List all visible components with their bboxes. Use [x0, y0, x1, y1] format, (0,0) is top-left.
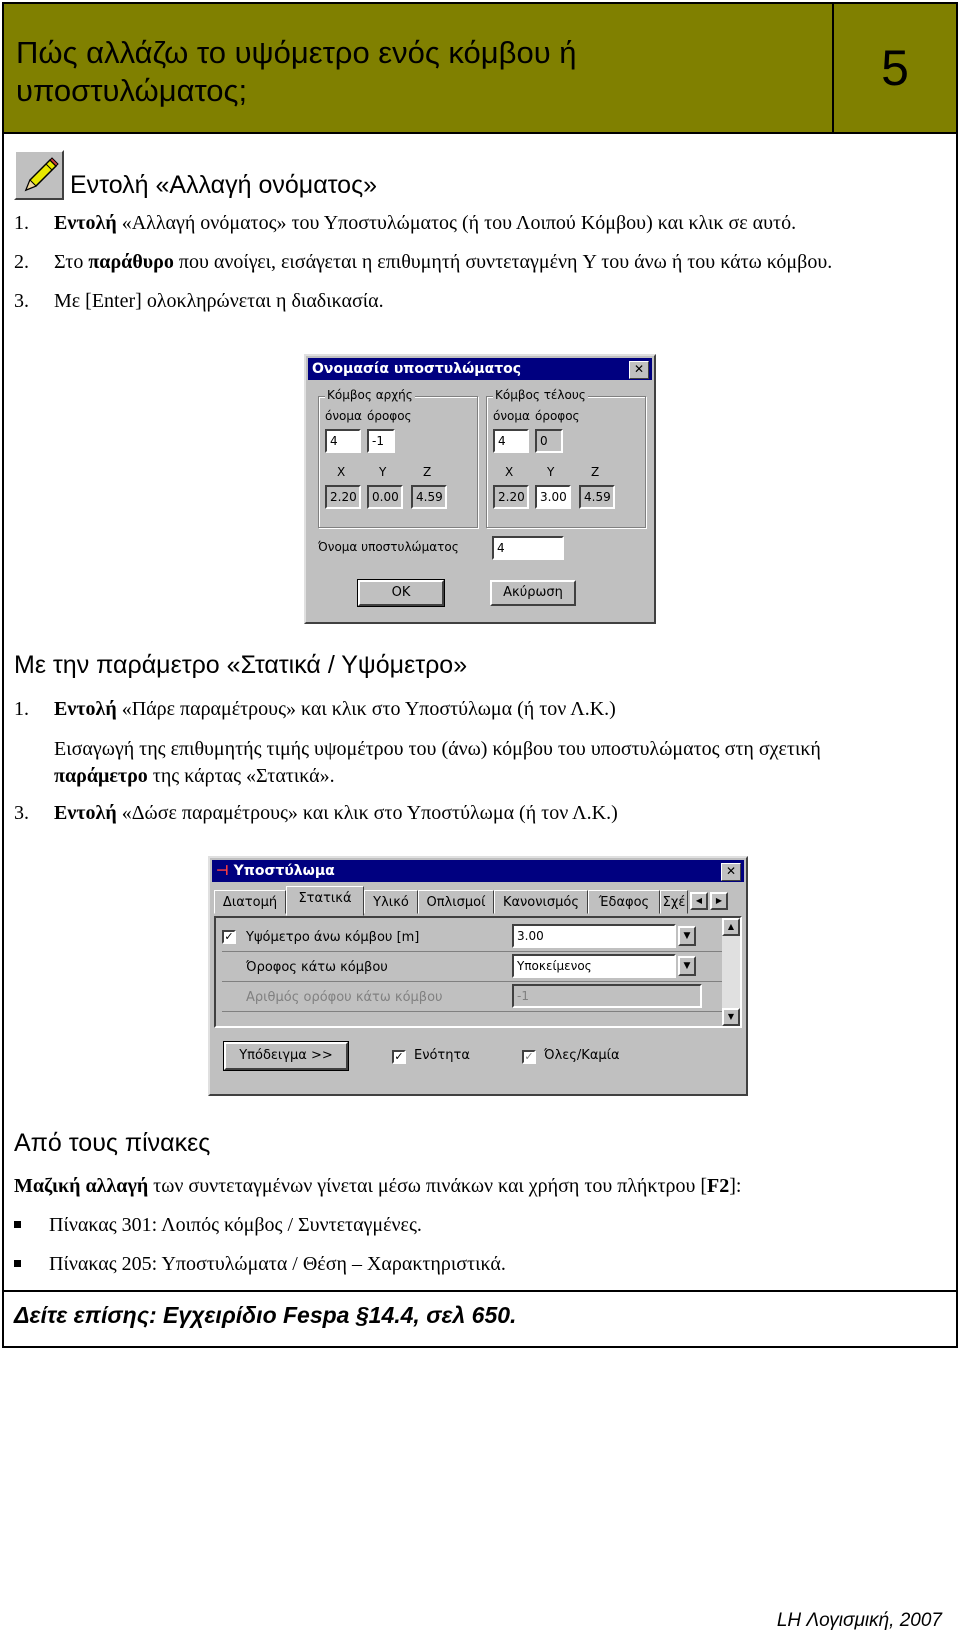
all-none-checkbox[interactable]: ✓ [522, 1050, 536, 1064]
unity-label: Ενότητα [414, 1048, 470, 1063]
tab-code[interactable]: Κανονισμός [494, 890, 588, 914]
divider [4, 1290, 956, 1292]
scroll-up-icon[interactable]: ▲ [722, 918, 740, 936]
step-3: 3. Με [Enter] ολοκληρώνεται η διαδικασία. [14, 290, 384, 312]
tab-soil[interactable]: Έδαφος [588, 890, 660, 914]
bullet-table-205: Πίνακας 205: Υποστυλώματα / Θέση – Χαρακτηριστικά. [14, 1251, 934, 1278]
grid-row-lower-floor[interactable]: Όροφος κάτω κόμβου Υποκείμενος ▼ [222, 952, 722, 982]
tables-intro: Μαζική αλλαγή των συντεταγμένων γίνεται μέσω πινάκων και χρήση του πλήκτρου [F2]: [14, 1175, 742, 1197]
tab-static[interactable]: Στατικά [286, 886, 364, 916]
param-step-3: 3. Εντολή «Δώσε παραμέτρους» και κλικ στο Υποστύλωμα (ή τον Λ.Κ.) [14, 802, 618, 824]
bullet-icon [14, 1221, 21, 1228]
grid-row-lower-floor-number: Αριθμός ορόφου κάτω κόμβου -1 [222, 982, 722, 1012]
start-y-field: 0.00 [367, 485, 403, 509]
lower-floor-value[interactable]: Υποκείμενος [512, 954, 676, 978]
tab-section[interactable]: Διατομή [214, 890, 286, 914]
tab-material[interactable]: Υλικό [364, 890, 418, 914]
start-x-field: 2.20 [325, 485, 361, 509]
dialog-titlebar: ⊣ Υποστύλωμα ✕ [212, 860, 744, 882]
end-node-group: Κόμβος τέλους όνομα όροφος 4 0 X Y Z 2.20 3.00 4.59 [486, 396, 646, 528]
row-checkbox[interactable]: ✓ [222, 930, 236, 944]
footer-copyright: LH Λογισμική, 2007 [776, 1610, 942, 1631]
end-z-field: 4.59 [579, 485, 615, 509]
app-icon: ⊣ [216, 863, 229, 879]
page-title [16, 34, 796, 110]
all-none-label: Όλες/Καμία [544, 1048, 620, 1063]
tab-scroll-right-icon[interactable]: ▶ [710, 892, 728, 910]
end-y-field[interactable]: 3.00 [535, 485, 571, 509]
chevron-down-icon[interactable]: ▼ [678, 956, 696, 976]
step-1: 1. Εντολή «Αλλαγή ονόματος» του Υποστυλώματος (ή του Λοιπού Κόμβου) και κλικ σε αυτό. [14, 212, 797, 234]
example-button[interactable]: Υπόδειγμα >> [224, 1042, 348, 1070]
grid-row-top-elevation[interactable]: ✓ Υψόμετρο άνω κόμβου [m] 3.00 ▼ [222, 922, 722, 952]
grid-scrollbar[interactable] [722, 918, 740, 1026]
start-floor-field[interactable]: -1 [367, 429, 395, 453]
pencil-icon [14, 150, 64, 200]
title-line-2: υποστυλώματος; [16, 73, 248, 108]
param-step-2: Εισαγωγή της επιθυμητής τιμής υψομέτρου του (άνω) κόμβου του υποστυλώματος στη σχετική παράμετρο της κάρτας «Στατικά». [54, 738, 821, 787]
chapter-number: 5 [881, 40, 909, 96]
column-name-label: Όνομα υποστυλώματος [318, 540, 459, 554]
section-heading-parameter: Με την παράμετρο «Στατικά / Υψόμετρο» [14, 651, 468, 679]
close-icon[interactable]: ✕ [629, 361, 649, 379]
step-2: 2. Στο παράθυρο που ανοίγει, εισάγεται η επιθυμητή συντεταγμένη Y του άνω ή του κάτω κόμβου. [14, 251, 833, 273]
lower-floor-number-value: -1 [512, 984, 702, 1008]
bullet-table-301: Πίνακας 301: Λοιπός κόμβος / Συντεταγμένες. [14, 1212, 934, 1239]
unity-checkbox[interactable]: ✓ [392, 1050, 406, 1064]
end-x-field: 2.20 [493, 485, 529, 509]
start-z-field: 4.59 [411, 485, 447, 509]
top-elevation-value[interactable]: 3.00 [512, 924, 676, 948]
tab-reinforcement[interactable]: Οπλισμοί [418, 890, 494, 914]
chevron-down-icon[interactable]: ▼ [678, 926, 696, 946]
start-node-group: Κόμβος αρχής όνομα όροφος 4 -1 X Y Z 2.20 0.00 4.59 [318, 396, 478, 528]
scroll-down-icon[interactable]: ▼ [722, 1008, 740, 1026]
title-line-1: Πώς αλλάζω το υψόμετρο ενός κόμβου ή [16, 35, 577, 70]
bullet-icon [14, 1260, 21, 1267]
section-heading-tables: Από τους πίνακες [14, 1129, 211, 1157]
param-step-1: 1. Εντολή «Πάρε παραμέτρους» και κλικ στο Υποστύλωμα (ή τον Λ.Κ.) [14, 698, 616, 720]
dialog-titlebar: Ονομασία υποστυλώματος ✕ [308, 358, 652, 380]
see-also: Δείτε επίσης: Εγχειρίδιο Fespa §14.4, σελ 650. [14, 1302, 517, 1328]
parameter-grid [214, 916, 742, 1028]
page-header [4, 4, 956, 134]
tab-more[interactable]: Σχέ [660, 890, 688, 914]
cancel-button[interactable]: Ακύρωση [490, 580, 576, 606]
column-properties-dialog [208, 856, 748, 1096]
column-name-field[interactable]: 4 [492, 536, 564, 560]
section-heading-rename: Εντολή «Αλλαγή ονόματος» [70, 171, 378, 199]
end-name-field[interactable]: 4 [493, 429, 529, 453]
start-name-field[interactable]: 4 [325, 429, 361, 453]
ok-button[interactable]: OK [358, 580, 444, 606]
tab-scroll-left-icon[interactable]: ◀ [690, 892, 708, 910]
close-icon[interactable]: ✕ [721, 863, 741, 881]
rename-column-dialog [304, 354, 656, 624]
end-floor-field: 0 [535, 429, 563, 453]
